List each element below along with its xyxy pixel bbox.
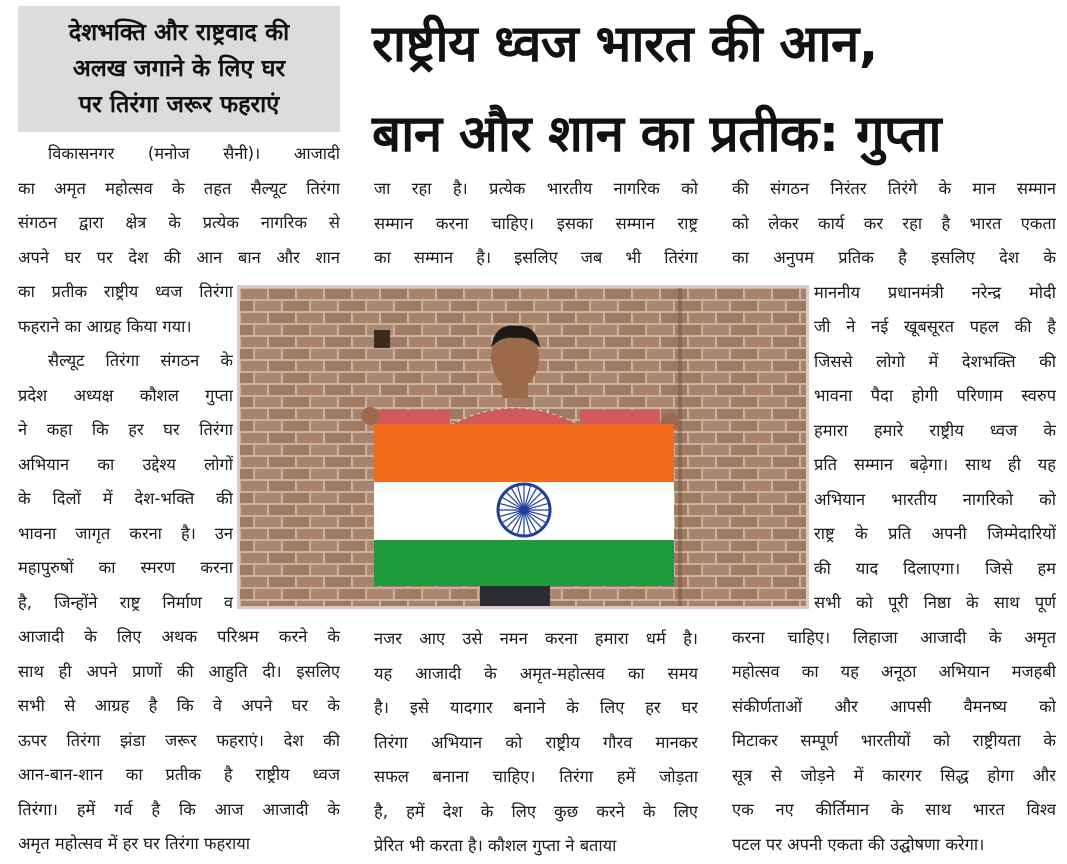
article-line: सम्मान करना चाहिए। इसका सम्मान राष्ट्र [374,213,698,233]
article-line: तिरंगा। हमें गर्व है कि आज आजादी के [18,799,340,819]
article-line: पटल पर अपनी एकता की उद्घोषणा करेगा। [732,834,985,854]
article-line: जी ने नई खूबसूरत पहल की है [814,317,1056,336]
article-line: भावना पैदा होगी परिणाम स्वरुप [814,386,1056,405]
article-line: हमारा हमारे राष्ट्रीय ध्वज के [814,420,1056,440]
article-line: जिससे लोगो में देशभक्ति की [814,351,1056,371]
article-line: राष्ट्र के प्रति अपनी जिम्मेदारियों [814,524,1056,543]
article-line: प्रेरित भी करता है। कौशल गुप्ता ने बताया [374,836,617,855]
headline-line: बान और शान का प्रतीक: गुप्ता [372,105,942,164]
article-line: आन-बान-शान का प्रतीक है राष्ट्रीय ध्वज [18,765,340,784]
article-column-2-bottom [374,622,698,864]
article-line: साथ ही अपने प्राणों की आहुति दी। इसलिए [18,661,340,681]
article-line: सभी से आग्रह है कि वे अपने घर के [18,696,340,715]
article-line: भावना जागृत करना है। उन [18,523,233,543]
article-line: अभियान का उद्देश्य लोगों [18,454,233,474]
article-line: ने कहा कि हर घर तिरंगा [18,420,233,439]
article-line: संकीर्णताओं और आपसी वैमनष्य को [732,696,1056,716]
wall-pillar [680,288,806,606]
article-line: विकासनगर (मनोज सैनी)। आजादी [48,144,340,163]
article-line: है। इसे यादगार बनाने के लिए हर घर [374,698,698,717]
chakra-spokes [499,485,549,535]
article-line: को लेकर कार्य कर रहा है भारत एकता [732,213,1056,233]
article-line: महोत्सव का यह अनूठा अभियान मजहबी [732,662,1056,681]
person-arm-left [370,410,450,424]
headline-line: राष्ट्रीय ध्वज भारत की आन, [372,15,878,74]
sidebar-heading-line: देशभक्ति और राष्ट्रवाद की [68,18,290,46]
sidebar-heading-line: अलख जगाने के लिए घर [72,54,286,82]
article-line: प्रति सम्मान बढ़ेगा। साथ ही यह [814,455,1056,474]
article-line: है, जिन्होंने राष्ट्र निर्माण व [18,592,233,612]
article-line: यह आजादी के अमृत-महोत्सव का समय [374,663,698,683]
article-line: नजर आए उसे नमन करना हमारा धर्म है। [374,629,698,648]
person-arm-right [580,410,660,424]
article-line: तिरंगा अभियान को राष्ट्रीय गौरव मानकर [374,732,698,752]
article-line: ऊपर तिरंगा झंडा जरूर फहराएं। देश की [18,730,340,750]
article-line: के दिलों में देश-भक्ति की [18,489,233,508]
article-line: एक नए कीर्तिमान के साथ भारत विश्व [732,800,1056,819]
article-line: का अनुपम प्रतिक है इसलिए देश के [732,248,1056,267]
article-line: सफल बनाना चाहिए। तिरंगा हमें जोड़ता [374,767,698,786]
indian-flag [374,424,674,586]
hand-left [361,407,379,425]
article-line: की संगठन निरंतर तिरंगे के मान सम्मान [732,179,1056,198]
article-line: अपने घर पर देश की आन बान और शान [18,247,340,267]
photo-illustration [240,288,806,606]
article-line: संगठन द्वारा क्षेत्र के प्रत्येक नागरिक से [18,213,340,232]
wall-hole [374,330,390,348]
flag-saffron-band [374,424,674,482]
article-line: का सम्मान है। इसलिए जब भी तिरंगा [374,248,698,267]
article-line: का प्रतीक राष्ट्रीय ध्वज तिरंगा [18,282,233,301]
article-line: सैल्यूट तिरंगा संगठन के [48,351,233,370]
article-line: है, हमें देश के लिए कुछ करने के लिए [374,801,698,821]
news-photo [240,288,806,606]
article-line: आजादी के लिए अथक परिश्रम करने के [18,627,340,646]
article-line: प्रदेश अध्यक्ष कौशल गुप्ता [18,385,233,405]
article-line: मिटाकर सम्पूर्ण भारतीयों को राष्ट्रीयता के [732,731,1056,750]
article-line: जा रहा है। प्रत्येक भारतीय नागरिक को [374,179,698,198]
article-line: फहराने का आग्रह किया गया। [18,316,192,336]
article-line: करना चाहिए। लिहाजा आजादी के अमृत [732,627,1056,647]
article-column-2-top [374,172,698,276]
sidebar-heading [18,6,340,132]
flag-green-band [374,540,674,586]
article-line: माननीय प्रधानमंत्री नरेन्द्र मोदी [814,282,1056,302]
article-line: अभियान भारतीय नागरिको को [814,489,1056,509]
article-line: की याद दिलाएगा। जिसे हम [814,558,1056,578]
sidebar-heading-line: पर तिरंगा जरूर फहराएं [78,90,280,118]
wall-shadow [678,288,682,606]
article-line: का अमृत महोत्सव के तहत सैल्यूट तिरंगा [18,178,340,198]
article-line: अमृत महोत्सव में हर घर तिरंगा फहराया [18,834,250,853]
article-line: महापुरुषों का स्मरण करना [18,558,233,577]
article-headline [372,0,1062,180]
article-line: सभी को पूरी निष्ठा के साथ पूर्ण [814,593,1056,612]
article-line: सूत्र से जोड़ने में कारगर सिद्ध होगा और [732,765,1056,785]
